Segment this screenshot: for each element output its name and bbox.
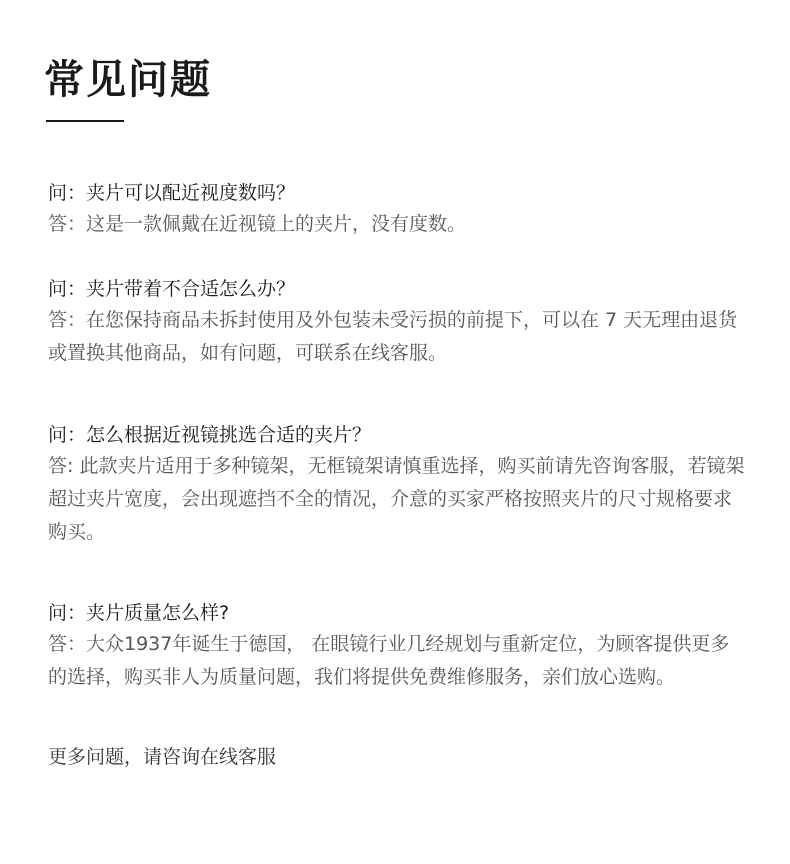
faq-item-2 <box>48 274 748 370</box>
faq-question: 问：怎么根据近视镜挑选合适的夹片？ <box>48 424 372 446</box>
faq-question: 问：夹片可以配近视度数吗？ <box>48 182 296 204</box>
faq-item-4 <box>48 598 748 694</box>
faq-item-1 <box>48 178 748 241</box>
contact-note: 更多问题，请咨询在线客服 <box>48 746 277 768</box>
faq-answer: 答：大众1937年诞生于德国， 在眼镜行业几经规划与重新定位，为顾客提供更多的选择，购买非人为质量问题，我们将提供免费维修服务，亲们放心选购。 <box>48 633 730 688</box>
faq-item-3 <box>48 420 748 549</box>
faq-question: 问：夹片质量怎么样? <box>48 602 230 624</box>
faq-answer: 答：在您保持商品未拆封使用及外包装未受污损的前提下，可以在 7 天无理由退货或置换其他商品，如有问题，可联系在线客服。 <box>48 309 738 364</box>
faq-answer: 答：这是一款佩戴在近视镜上的夹片，没有度数。 <box>48 213 467 235</box>
faq-answer: 答: 此款夹片适用于多种镜架，无框镜架请慎重选择，购买前请先咨询客服，若镜架超过夹片宽度，会出现遮挡不全的情况，介意的买家严格按照夹片的尺寸规格要求购买。 <box>48 455 745 543</box>
title-underline <box>46 120 124 122</box>
page-title: 常见问题 <box>44 57 212 103</box>
faq-question: 问：夹片带着不合适怎么办？ <box>48 278 296 300</box>
